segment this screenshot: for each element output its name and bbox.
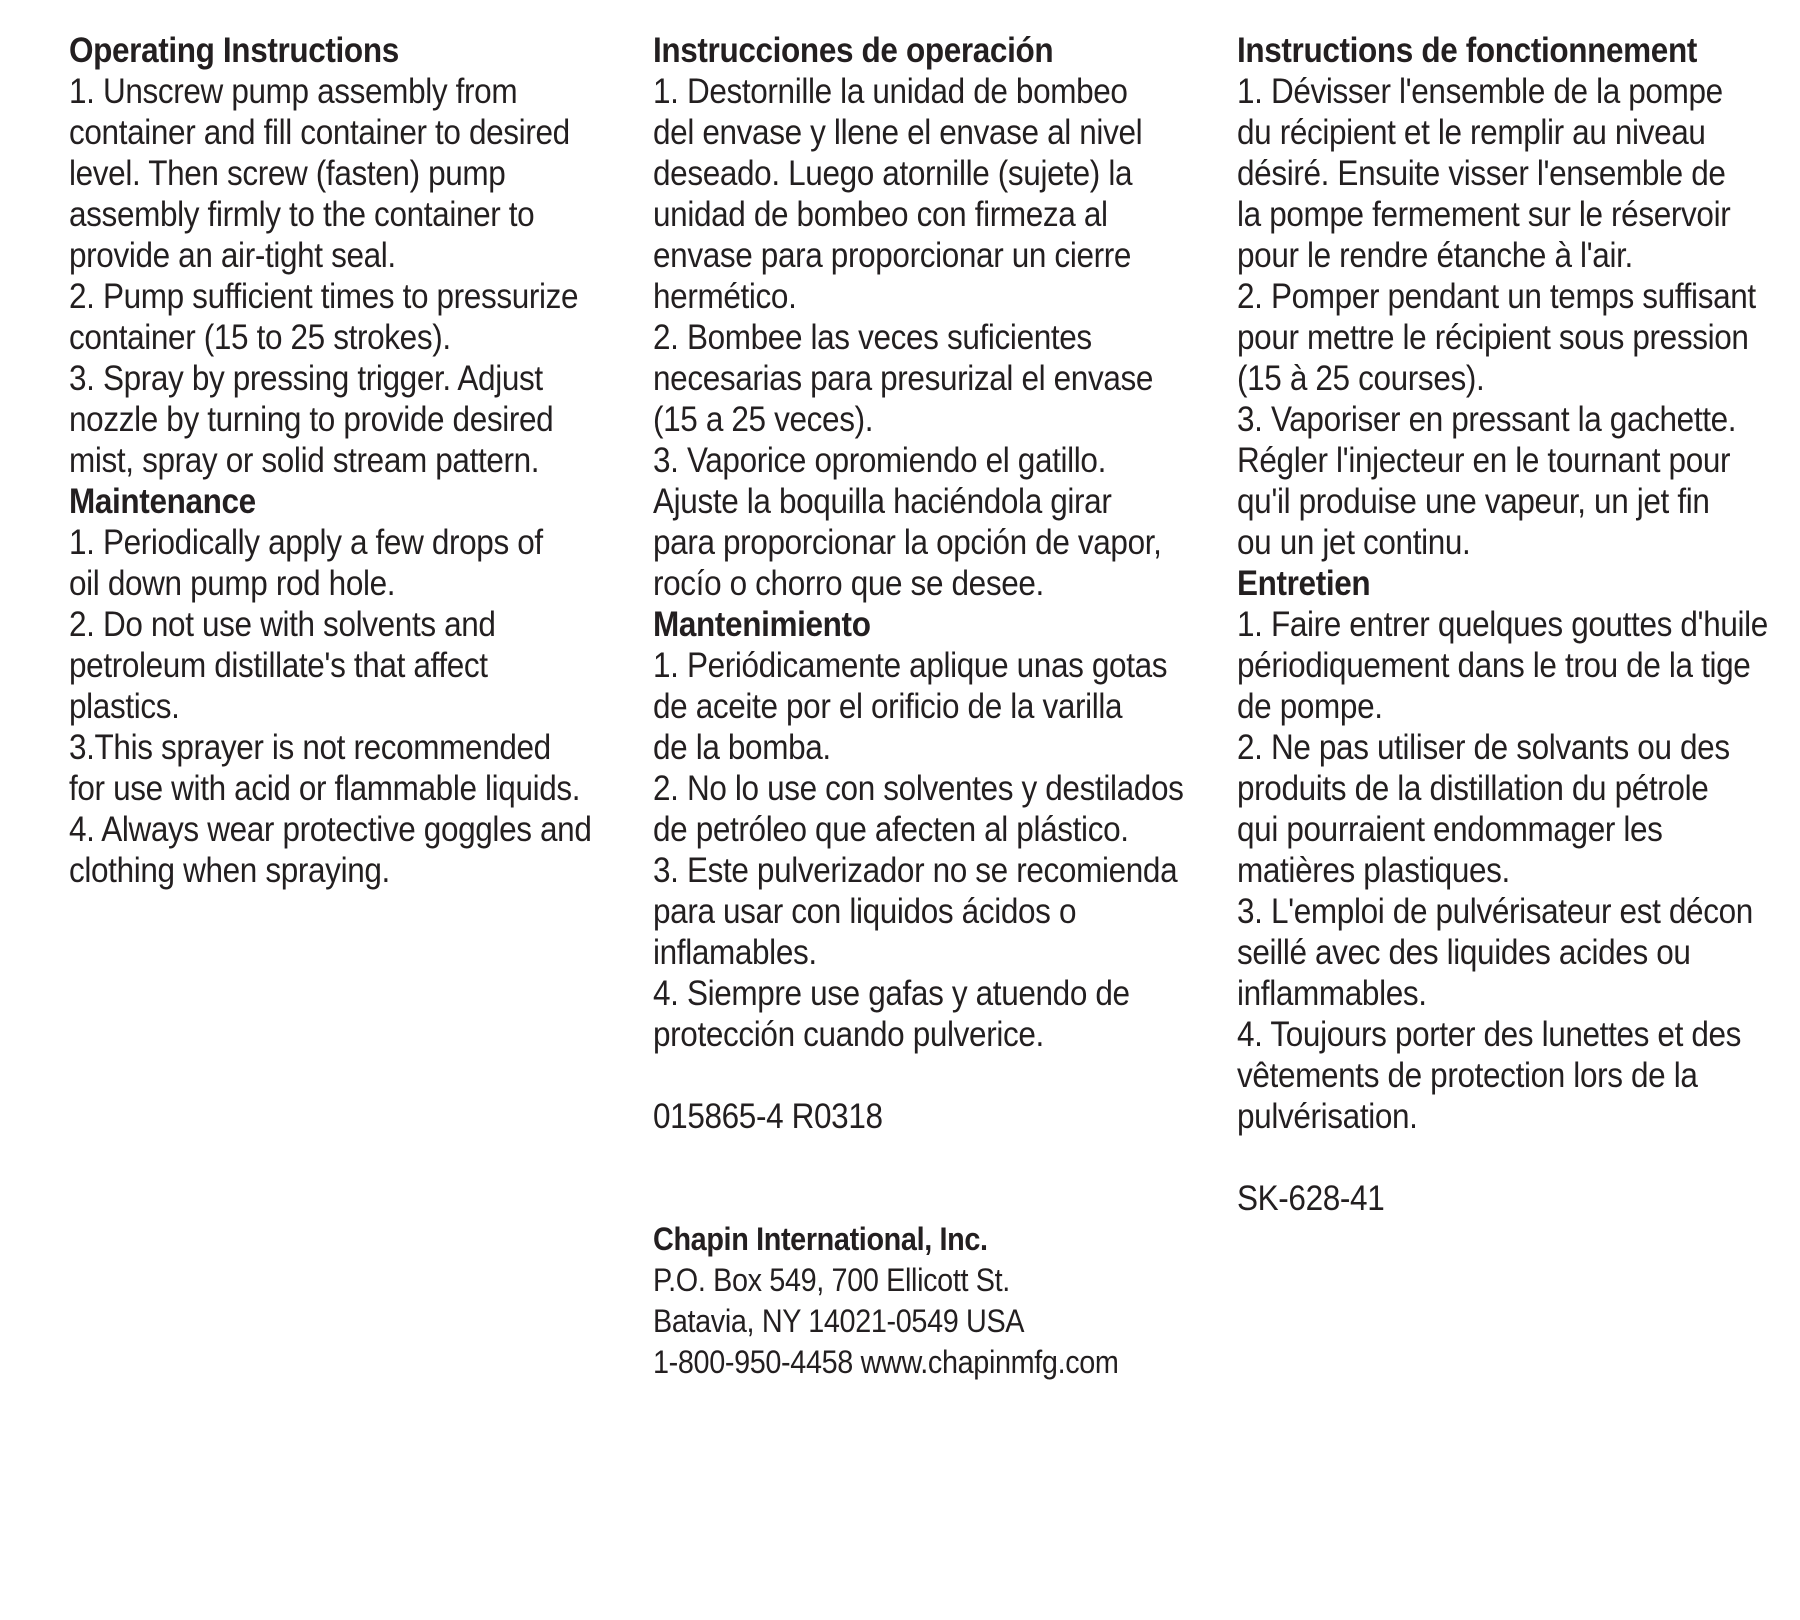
french-operating-line: ou un jet continu. <box>1237 523 1471 562</box>
spanish-operating-line: deseado. Luego atornille (sujete) la <box>653 154 1133 193</box>
french-maintenance-line: qui pourraient endommager les <box>1237 810 1663 849</box>
english-title: Operating Instructions <box>69 31 399 70</box>
french-operating-line: qu'il produise une vapeur, un jet fin <box>1237 482 1710 521</box>
spanish-maintenance-line: 2. No lo use con solventes y destilados <box>653 769 1184 808</box>
spanish-operating-line: para proporcionar la opción de vapor, <box>653 523 1162 562</box>
spanish-column <box>653 30 1184 1383</box>
english-operating-line: container and fill container to desired <box>69 113 570 152</box>
spanish-maintenance-line: 4. Siempre use gafas y atuendo de <box>653 974 1130 1013</box>
spanish-part-number: 015865-4 R0318 <box>653 1097 883 1136</box>
english-maintenance-line: 2. Do not use with solvents and <box>69 605 496 644</box>
french-maintenance-line: 2. Ne pas utiliser de solvants ou des <box>1237 728 1730 767</box>
french-operating-line: la pompe fermement sur le réservoir <box>1237 195 1731 234</box>
french-maintenance-line: pulvérisation. <box>1237 1097 1418 1136</box>
company-name: Chapin International, Inc. <box>653 1221 988 1257</box>
french-maintenance-heading: Entretien <box>1237 564 1371 603</box>
french-maintenance-line: vêtements de protection lors de la <box>1237 1056 1698 1095</box>
spanish-title: Instrucciones de operación <box>653 31 1054 70</box>
french-operating-line: pour le rendre étanche à l'air. <box>1237 236 1633 275</box>
english-maintenance-line: for use with acid or flammable liquids. <box>69 769 581 808</box>
french-maintenance-line: produits de la distillation du pétrole <box>1237 769 1709 808</box>
english-maintenance-line: 1. Periodically apply a few drops of <box>69 523 543 562</box>
french-maintenance-line: seillé avec des liquides acides ou <box>1237 933 1691 972</box>
spanish-operating-line: envase para proporcionar un cierre <box>653 236 1132 275</box>
company-contact-line: 1-800-950-4458 www.chapinmfg.com <box>653 1344 1119 1380</box>
english-operating-line: provide an air-tight seal. <box>69 236 396 275</box>
french-operating-line: du récipient et le remplir au niveau <box>1237 113 1706 152</box>
company-address-line: P.O. Box 549, 700 Ellicott St. <box>653 1262 1010 1298</box>
french-operating-line: pour mettre le récipient sous pression <box>1237 318 1749 357</box>
spanish-operating-line: unidad de bombeo con firmeza al <box>653 195 1108 234</box>
english-operating-line: 2. Pump sufficient times to pressurize <box>69 277 579 316</box>
french-column <box>1237 30 1768 1219</box>
french-operating-line: 3. Vaporiser en pressant la gachette. <box>1237 400 1737 439</box>
french-title: Instructions de fonctionnement <box>1237 31 1697 70</box>
english-column <box>69 30 591 891</box>
french-maintenance-line: périodiquement dans le trou de la tige <box>1237 646 1751 685</box>
spanish-operating-line: necesarias para presurizal el envase <box>653 359 1154 398</box>
spanish-operating-line: hermético. <box>653 277 797 316</box>
spanish-operating-line: del envase y llene el envase al nivel <box>653 113 1143 152</box>
french-maintenance-line: de pompe. <box>1237 687 1383 726</box>
spanish-operating-line: (15 a 25 veces). <box>653 400 874 439</box>
english-operating-line: level. Then screw (fasten) pump <box>69 154 506 193</box>
english-maintenance-line: 4. Always wear protective goggles and <box>69 810 592 849</box>
french-maintenance-line: 3. L'emploi de pulvérisateur est décon <box>1237 892 1753 931</box>
french-operating-line: désiré. Ensuite visser l'ensemble de <box>1237 154 1726 193</box>
spanish-maintenance-line: protección cuando pulverice. <box>653 1015 1044 1054</box>
french-operating-line: 1. Dévisser l'ensemble de la pompe <box>1237 72 1723 111</box>
english-operating-line: container (15 to 25 strokes). <box>69 318 451 357</box>
english-operating-line: nozzle by turning to provide desired <box>69 400 554 439</box>
spanish-maintenance-line: inflamables. <box>653 933 817 972</box>
english-maintenance-line: 3.This sprayer is not recommended <box>69 728 551 767</box>
english-operating-line: mist, spray or solid stream pattern. <box>69 441 540 480</box>
spanish-maintenance-line: de petróleo que afecten al plástico. <box>653 810 1129 849</box>
spanish-operating-line: rocío o chorro que se desee. <box>653 564 1044 603</box>
spanish-operating-line: Ajuste la boquilla haciéndola girar <box>653 482 1112 521</box>
spanish-maintenance-line: 3. Este pulverizador no se recomienda <box>653 851 1178 890</box>
company-address-line: Batavia, NY 14021-0549 USA <box>653 1303 1025 1339</box>
english-maintenance-line: oil down pump rod hole. <box>69 564 396 603</box>
english-operating-line: 3. Spray by pressing trigger. Adjust <box>69 359 543 398</box>
english-maintenance-line: plastics. <box>69 687 180 726</box>
english-operating-line: 1. Unscrew pump assembly from <box>69 72 518 111</box>
french-maintenance-line: 1. Faire entrer quelques gouttes d'huile <box>1237 605 1768 644</box>
spanish-operating-line: 1. Destornille la unidad de bombeo <box>653 72 1128 111</box>
english-maintenance-line: petroleum distillate's that affect <box>69 646 488 685</box>
spanish-maintenance-line: de aceite por el orificio de la varilla <box>653 687 1123 726</box>
french-operating-line: 2. Pomper pendant un temps suffisant <box>1237 277 1756 316</box>
english-maintenance-line: clothing when spraying. <box>69 851 390 890</box>
english-operating-line: assembly firmly to the container to <box>69 195 535 234</box>
spanish-operating-line: 2. Bombee las veces suficientes <box>653 318 1092 357</box>
french-maintenance-line: inflammables. <box>1237 974 1427 1013</box>
spanish-operating-line: 3. Vaporice opromiendo el gatillo. <box>653 441 1106 480</box>
french-maintenance-line: 4. Toujours porter des lunettes et des <box>1237 1015 1742 1054</box>
spanish-maintenance-line: para usar con liquidos ácidos o <box>653 892 1077 931</box>
spanish-maintenance-line: de la bomba. <box>653 728 831 767</box>
spanish-maintenance-heading: Mantenimiento <box>653 605 871 644</box>
spanish-maintenance-line: 1. Periódicamente aplique unas gotas <box>653 646 1168 685</box>
french-part-number: SK-628-41 <box>1237 1179 1385 1218</box>
english-maintenance-heading: Maintenance <box>69 482 256 521</box>
french-maintenance-line: matières plastiques. <box>1237 851 1510 890</box>
french-operating-line: (15 à 25 courses). <box>1237 359 1485 398</box>
french-operating-line: Régler l'injecteur en le tournant pour <box>1237 441 1731 480</box>
